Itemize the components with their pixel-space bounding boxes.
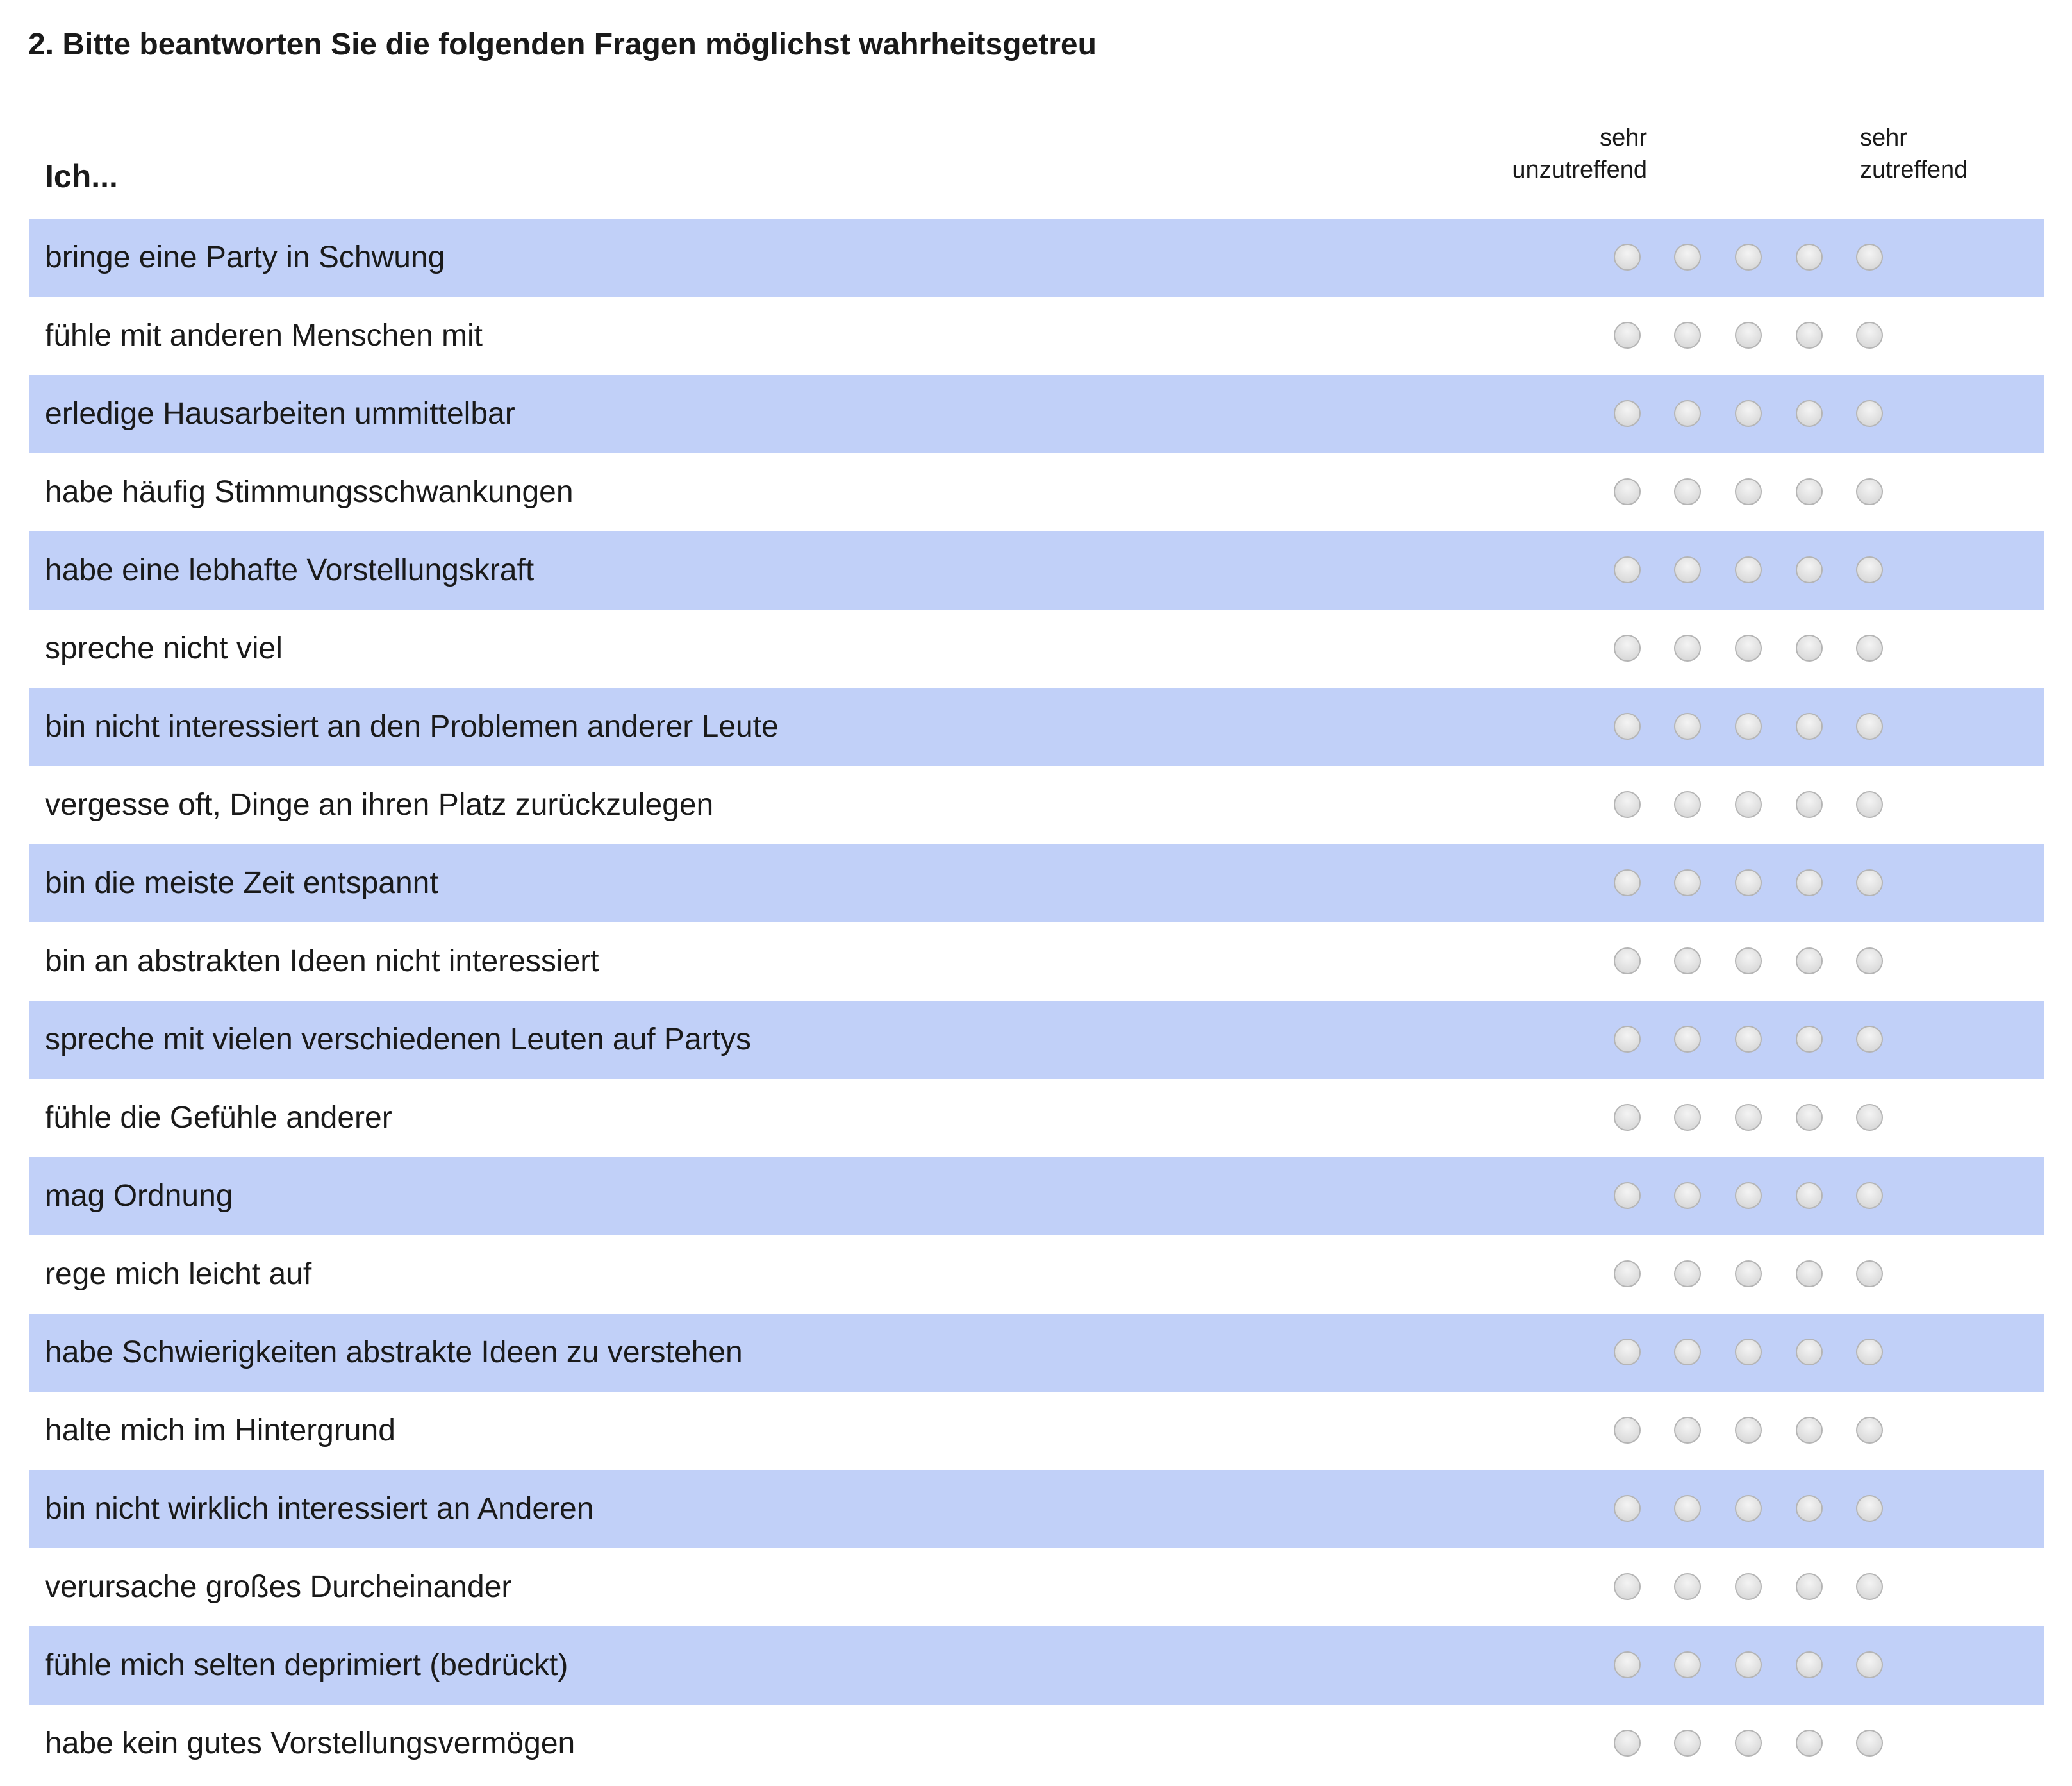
- rating-radio-2[interactable]: [1674, 244, 1701, 271]
- likert-radio-group: [1614, 688, 1870, 766]
- rating-radio-2[interactable]: [1674, 1651, 1701, 1678]
- likert-radio-group: [1614, 1470, 1870, 1548]
- likert-item-label: habe eine lebhafte Vorstellungskraft: [45, 553, 535, 587]
- rating-radio-4[interactable]: [1796, 713, 1823, 740]
- likert-radio-group: [1614, 1548, 1870, 1626]
- rating-radio-5[interactable]: [1856, 635, 1883, 662]
- rating-radio-3[interactable]: [1735, 322, 1762, 349]
- rating-radio-5[interactable]: [1856, 947, 1883, 974]
- rating-radio-3[interactable]: [1735, 244, 1762, 271]
- likert-item-label: fühle mich selten deprimiert (bedrückt): [45, 1648, 568, 1682]
- rating-radio-3[interactable]: [1735, 713, 1762, 740]
- rating-radio-1[interactable]: [1614, 1573, 1641, 1600]
- rating-radio-1[interactable]: [1614, 869, 1641, 896]
- likert-item-row: [29, 1626, 2044, 1705]
- likert-item-label: habe kein gutes Vorstellungsvermögen: [45, 1726, 576, 1760]
- likert-item-row: [29, 1157, 2044, 1235]
- likert-item-row: [29, 1705, 2044, 1783]
- rating-radio-4[interactable]: [1796, 1651, 1823, 1678]
- rating-radio-4[interactable]: [1796, 244, 1823, 271]
- likert-radio-group: [1614, 1705, 1870, 1783]
- scale-header: [0, 122, 2072, 212]
- rating-radio-5[interactable]: [1856, 244, 1883, 271]
- rating-radio-2[interactable]: [1674, 869, 1701, 896]
- rating-radio-5[interactable]: [1856, 1260, 1883, 1287]
- rating-radio-2[interactable]: [1674, 1182, 1701, 1209]
- rating-radio-1[interactable]: [1614, 1182, 1641, 1209]
- rating-radio-4[interactable]: [1796, 556, 1823, 583]
- rating-radio-5[interactable]: [1856, 869, 1883, 896]
- rating-radio-5[interactable]: [1856, 713, 1883, 740]
- rating-radio-2[interactable]: [1674, 1417, 1701, 1444]
- rating-radio-3[interactable]: [1735, 1730, 1762, 1757]
- likert-radio-group: [1614, 1157, 1870, 1235]
- likert-radio-group: [1614, 1626, 1870, 1705]
- scale-anchor-right-line1: sehr: [1860, 124, 1907, 151]
- likert-item-row: [29, 219, 2044, 297]
- rating-radio-1[interactable]: [1614, 556, 1641, 583]
- rating-radio-1[interactable]: [1614, 1339, 1641, 1365]
- item-stem-label: Ich...: [45, 158, 118, 194]
- likert-radio-group: [1614, 766, 1870, 844]
- likert-radio-group: [1614, 844, 1870, 922]
- rating-radio-3[interactable]: [1735, 1339, 1762, 1365]
- rating-radio-5[interactable]: [1856, 1651, 1883, 1678]
- likert-item-row: [29, 922, 2044, 1001]
- likert-radio-group: [1614, 610, 1870, 688]
- likert-radio-group: [1614, 531, 1870, 610]
- likert-item-row: [29, 1548, 2044, 1626]
- likert-item-label: rege mich leicht auf: [45, 1257, 312, 1291]
- likert-item-row: [29, 1001, 2044, 1079]
- rating-radio-1[interactable]: [1614, 400, 1641, 427]
- rating-radio-3[interactable]: [1735, 478, 1762, 505]
- likert-item-label: habe häufig Stimmungsschwankungen: [45, 475, 574, 509]
- rating-radio-3[interactable]: [1735, 791, 1762, 818]
- likert-radio-group: [1614, 922, 1870, 1001]
- likert-item-label: fühle mit anderen Menschen mit: [45, 319, 483, 353]
- likert-item-label: fühle die Gefühle anderer: [45, 1101, 392, 1135]
- rating-radio-5[interactable]: [1856, 400, 1883, 427]
- likert-item-row: [29, 375, 2044, 453]
- likert-radio-group: [1614, 1079, 1870, 1157]
- likert-item-row: [29, 610, 2044, 688]
- likert-item-label: bringe eine Party in Schwung: [45, 240, 445, 274]
- likert-item-label: erledige Hausarbeiten ummittelbar: [45, 397, 515, 431]
- rating-radio-3[interactable]: [1735, 1573, 1762, 1600]
- likert-radio-group: [1614, 1235, 1870, 1314]
- rating-radio-2[interactable]: [1674, 1339, 1701, 1365]
- rating-radio-3[interactable]: [1735, 1651, 1762, 1678]
- rating-radio-3[interactable]: [1735, 1417, 1762, 1444]
- rating-radio-2[interactable]: [1674, 322, 1701, 349]
- rating-radio-5[interactable]: [1856, 1339, 1883, 1365]
- rating-radio-1[interactable]: [1614, 791, 1641, 818]
- likert-item-label: spreche nicht viel: [45, 631, 283, 665]
- rating-radio-2[interactable]: [1674, 791, 1701, 818]
- likert-item-row: [29, 297, 2044, 375]
- rating-radio-1[interactable]: [1614, 1495, 1641, 1522]
- rating-radio-1[interactable]: [1614, 244, 1641, 271]
- likert-item-row: [29, 1235, 2044, 1314]
- rating-radio-3[interactable]: [1735, 1026, 1762, 1053]
- likert-item-label: spreche mit vielen verschiedenen Leuten auf Partys: [45, 1022, 751, 1056]
- likert-item-label: mag Ordnung: [45, 1179, 233, 1213]
- rating-radio-4[interactable]: [1796, 947, 1823, 974]
- rating-radio-4[interactable]: [1796, 1260, 1823, 1287]
- scale-anchor-left-line1: sehr: [1600, 124, 1647, 151]
- rating-radio-1[interactable]: [1614, 635, 1641, 662]
- rating-radio-1[interactable]: [1614, 322, 1641, 349]
- rating-radio-4[interactable]: [1796, 635, 1823, 662]
- rating-radio-4[interactable]: [1796, 1104, 1823, 1131]
- likert-item-label: bin nicht wirklich interessiert an Anderen: [45, 1492, 594, 1526]
- rating-radio-2[interactable]: [1674, 1730, 1701, 1757]
- rating-radio-2[interactable]: [1674, 1026, 1701, 1053]
- rating-radio-1[interactable]: [1614, 1651, 1641, 1678]
- likert-item-label: verursache großes Durcheinander: [45, 1570, 512, 1604]
- likert-radio-group: [1614, 1314, 1870, 1392]
- rating-radio-2[interactable]: [1674, 1495, 1701, 1522]
- rating-radio-1[interactable]: [1614, 1026, 1641, 1053]
- rating-radio-2[interactable]: [1674, 400, 1701, 427]
- likert-item-row: [29, 1470, 2044, 1548]
- rating-radio-1[interactable]: [1614, 1104, 1641, 1131]
- rating-radio-3[interactable]: [1735, 1495, 1762, 1522]
- rating-radio-4[interactable]: [1796, 1495, 1823, 1522]
- rating-radio-3[interactable]: [1735, 869, 1762, 896]
- likert-radio-group: [1614, 453, 1870, 531]
- rating-radio-5[interactable]: [1856, 556, 1883, 583]
- rating-radio-5[interactable]: [1856, 791, 1883, 818]
- likert-radio-group: [1614, 1392, 1870, 1470]
- rating-radio-1[interactable]: [1614, 713, 1641, 740]
- rating-radio-5[interactable]: [1856, 1730, 1883, 1757]
- likert-item-list: [29, 219, 2044, 1783]
- likert-item-row: [29, 766, 2044, 844]
- rating-radio-4[interactable]: [1796, 1339, 1823, 1365]
- rating-radio-5[interactable]: [1856, 1417, 1883, 1444]
- likert-item-label: vergesse oft, Dinge an ihren Platz zurückzulegen: [45, 788, 714, 822]
- likert-item-label: bin nicht interessiert an den Problemen anderer Leute: [45, 710, 779, 744]
- rating-radio-4[interactable]: [1796, 1730, 1823, 1757]
- rating-radio-4[interactable]: [1796, 869, 1823, 896]
- rating-radio-3[interactable]: [1735, 400, 1762, 427]
- rating-radio-4[interactable]: [1796, 478, 1823, 505]
- likert-item-row: [29, 844, 2044, 922]
- rating-radio-4[interactable]: [1796, 322, 1823, 349]
- rating-radio-4[interactable]: [1796, 400, 1823, 427]
- likert-radio-group: [1614, 297, 1870, 375]
- rating-radio-2[interactable]: [1674, 635, 1701, 662]
- rating-radio-1[interactable]: [1614, 478, 1641, 505]
- scale-anchor-left-line2: unzutreffend: [1512, 156, 1647, 183]
- likert-item-label: halte mich im Hintergrund: [45, 1414, 395, 1448]
- likert-item-row: [29, 1079, 2044, 1157]
- rating-radio-2[interactable]: [1674, 1573, 1701, 1600]
- scale-anchor-right: [1860, 122, 1968, 186]
- likert-item-row: [29, 453, 2044, 531]
- likert-item-row: [29, 1392, 2044, 1470]
- rating-radio-3[interactable]: [1735, 1182, 1762, 1209]
- rating-radio-1[interactable]: [1614, 1417, 1641, 1444]
- rating-radio-3[interactable]: [1735, 556, 1762, 583]
- rating-radio-5[interactable]: [1856, 1026, 1883, 1053]
- rating-radio-3[interactable]: [1735, 1260, 1762, 1287]
- rating-radio-4[interactable]: [1796, 1417, 1823, 1444]
- rating-radio-1[interactable]: [1614, 947, 1641, 974]
- likert-item-label: habe Schwierigkeiten abstrakte Ideen zu verstehen: [45, 1335, 743, 1369]
- likert-item-label: bin an abstrakten Ideen nicht interessiert: [45, 944, 599, 978]
- scale-anchor-right-line2: zutreffend: [1860, 156, 1968, 183]
- rating-radio-4[interactable]: [1796, 1573, 1823, 1600]
- rating-radio-2[interactable]: [1674, 1104, 1701, 1131]
- question-title: 2. Bitte beantworten Sie die folgenden Fragen möglichst wahrheitsgetreu: [28, 28, 1097, 62]
- rating-radio-2[interactable]: [1674, 947, 1701, 974]
- rating-radio-1[interactable]: [1614, 1730, 1641, 1757]
- rating-radio-2[interactable]: [1674, 478, 1701, 505]
- rating-radio-3[interactable]: [1735, 947, 1762, 974]
- rating-radio-5[interactable]: [1856, 1182, 1883, 1209]
- rating-radio-5[interactable]: [1856, 1573, 1883, 1600]
- rating-radio-5[interactable]: [1856, 1495, 1883, 1522]
- rating-radio-4[interactable]: [1796, 1026, 1823, 1053]
- likert-item-row: [29, 1314, 2044, 1392]
- rating-radio-4[interactable]: [1796, 791, 1823, 818]
- likert-radio-group: [1614, 219, 1870, 297]
- likert-radio-group: [1614, 1001, 1870, 1079]
- rating-radio-5[interactable]: [1856, 1104, 1883, 1131]
- rating-radio-5[interactable]: [1856, 478, 1883, 505]
- rating-radio-1[interactable]: [1614, 1260, 1641, 1287]
- likert-item-label: bin die meiste Zeit entspannt: [45, 866, 438, 900]
- rating-radio-2[interactable]: [1674, 1260, 1701, 1287]
- rating-radio-3[interactable]: [1735, 1104, 1762, 1131]
- scale-anchor-left: [1512, 122, 1647, 186]
- rating-radio-2[interactable]: [1674, 556, 1701, 583]
- likert-item-row: [29, 688, 2044, 766]
- rating-radio-3[interactable]: [1735, 635, 1762, 662]
- rating-radio-5[interactable]: [1856, 322, 1883, 349]
- rating-radio-4[interactable]: [1796, 1182, 1823, 1209]
- likert-item-row: [29, 531, 2044, 610]
- likert-radio-group: [1614, 375, 1870, 453]
- rating-radio-2[interactable]: [1674, 713, 1701, 740]
